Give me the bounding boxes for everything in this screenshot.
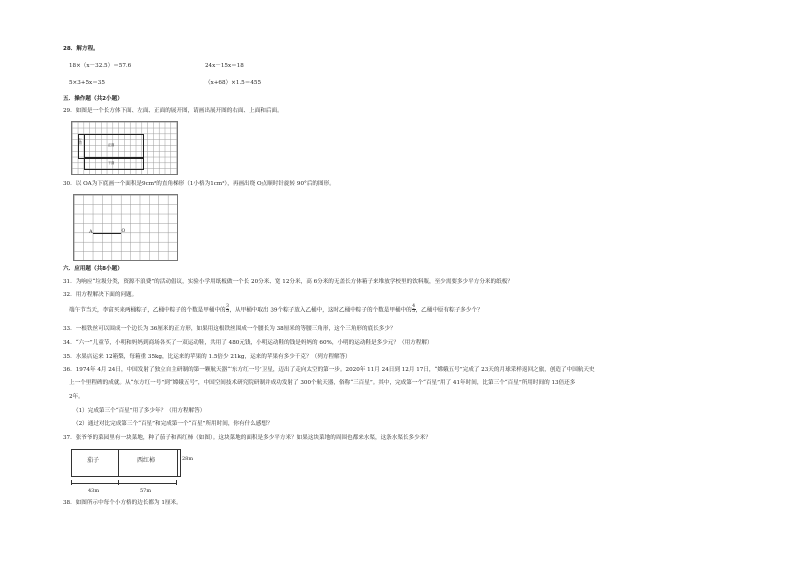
q33-text: 33．一根铁丝可以围成一个边长为 36厘米的正方形，如果用这根铁丝围成一个腰长为 38厘米的等腰三角形，这个三角形的底长多少？: [63, 326, 396, 332]
q37-label-tomato: 西红柿: [137, 457, 156, 464]
q32-text: 32．用方程解决下面的问题。: [63, 292, 138, 298]
q36-line-2: 上一个里程碑的成就。从“东方红一号”到“嫦娥五号”，中国空间技术研究院研制并成功发射了 300个航天器，俗称“三百星”。其中，完成第一个“百星”用了 41年时间，比第三个“百星”所用时间的 13倍还多: [69, 380, 576, 386]
section6-title: 六．应用题（共8小题）: [63, 266, 123, 272]
q37-width-1-label: 43m: [88, 488, 100, 494]
q37-tick-right: [176, 480, 177, 485]
q36-line-1: 36．1974年 4月 24日，中国发射了独立自主研制的第一颗航天器“‘东方红一号’卫星，迈出了走向太空的第一步。2020年 11月 24日到 12月 17日，“嫦娥五号”完成了 23天的月球采样返回之旅，创造了中国航天史: [63, 367, 595, 373]
q37-tick-middle: [118, 480, 119, 485]
q36-sub-2: （2）通过对比完成第三个“百星”和完成第一个“百星”所用时间，你有什么感想？: [73, 421, 273, 427]
q29-grid: [71, 121, 178, 175]
q30-text: 30．以 OA为下底画一个面积是9cm²的直角梯形（1小格为1cm²），再画出绕 O点顺时针旋转 90°后的图形。: [63, 181, 335, 187]
q37-width-line: [71, 483, 176, 484]
q30-point-o: O: [121, 229, 126, 234]
q28-equation-4: （x+68）×1.5＝455: [205, 80, 262, 86]
q29-label-left: 左面: [78, 138, 82, 146]
q32-line-b: ，从甲桶中取出 39个粽子放入乙桶中，这时乙桶中粽子的个数是甲桶中的: [229, 307, 412, 314]
q37-text: 37．张爷爷的菜园里有一块菜地，种了茄子和西红柿（如图）。这块菜地的面积是多少平方米？如果这块菜地的周围也都来水渠，这条水渠长多少米？: [63, 435, 431, 441]
q37-label-eggplant: 茄子: [87, 457, 100, 464]
q37-height-bracket: [178, 449, 181, 477]
q37-tick-left: [71, 480, 72, 485]
q32-fraction-2-numerator: 4: [412, 304, 416, 309]
q32-fraction-1-numerator: 3: [226, 304, 229, 309]
q32-problem: [69, 305, 483, 315]
q32-line-a: 端午节当天，李富买来两桶粽子，乙桶中粽子的个数是甲桶中的: [69, 307, 226, 314]
q29-label-bottom: 下面: [108, 161, 115, 165]
q28-title: 28．解方程。: [63, 46, 99, 52]
q30-segment-oa: [93, 233, 121, 234]
q28-equation-2: 24x－15x＝18: [205, 63, 244, 69]
q32-fraction-2-denominator: 5: [412, 309, 416, 315]
q34-text: 34．“六一”儿童节，小明和妈妈到商场各买了一双运动鞋，共用了 480元钱，小明运动鞋的钱是妈妈的 60%，小明的运动鞋是多少元？（用方程解）: [63, 340, 433, 346]
q36-sub-1: （1）完成第三个“百星”用了多少年？（用方程解答）: [73, 408, 206, 414]
q29-text: 29．如图是一个长方体下面、左面、正面的展开图，请画出展开图的右面、上面和后面。: [63, 108, 283, 114]
q28-equation-1: 18×（x－32.5）＝57.6: [69, 63, 132, 69]
section5-title: 五．操作题（共2小题）: [63, 96, 123, 102]
q31-text: 31．为响应“垃圾分类，资源不浪费”的活动倡议，实验小学用纸板做一个长 20分米、宽 12分米，高 6分米的无盖长方体箱子来堆放学校里的饮料瓶，至少需要多少平方分米的纸板？: [63, 279, 513, 285]
q29-net-divider: [84, 134, 85, 157]
q35-text: 35．水果店运来 12箱梨，每箱重 35kg，比运来的苹果的 1.5倍少 21kg，运来的苹果有多少千克？（列方程解答）: [63, 354, 351, 360]
q37-width-2-label: 57m: [140, 488, 152, 494]
q38-text: 38．如图所示中每个小方格的边长都为 1厘米。: [63, 500, 182, 506]
q28-equation-3: 5×3+5x＝35: [69, 80, 105, 86]
q37-height-label: 28m: [182, 456, 194, 462]
q29-label-front: 正面: [108, 143, 115, 147]
q30-point-a: A: [89, 229, 93, 235]
q32-fraction-1-denominator: 5: [226, 309, 229, 315]
q32-line-c: ，乙桶中原有粽子多少个？: [415, 307, 483, 314]
q30-grid: [73, 194, 178, 261]
q36-line-3: 2年。: [69, 394, 84, 400]
